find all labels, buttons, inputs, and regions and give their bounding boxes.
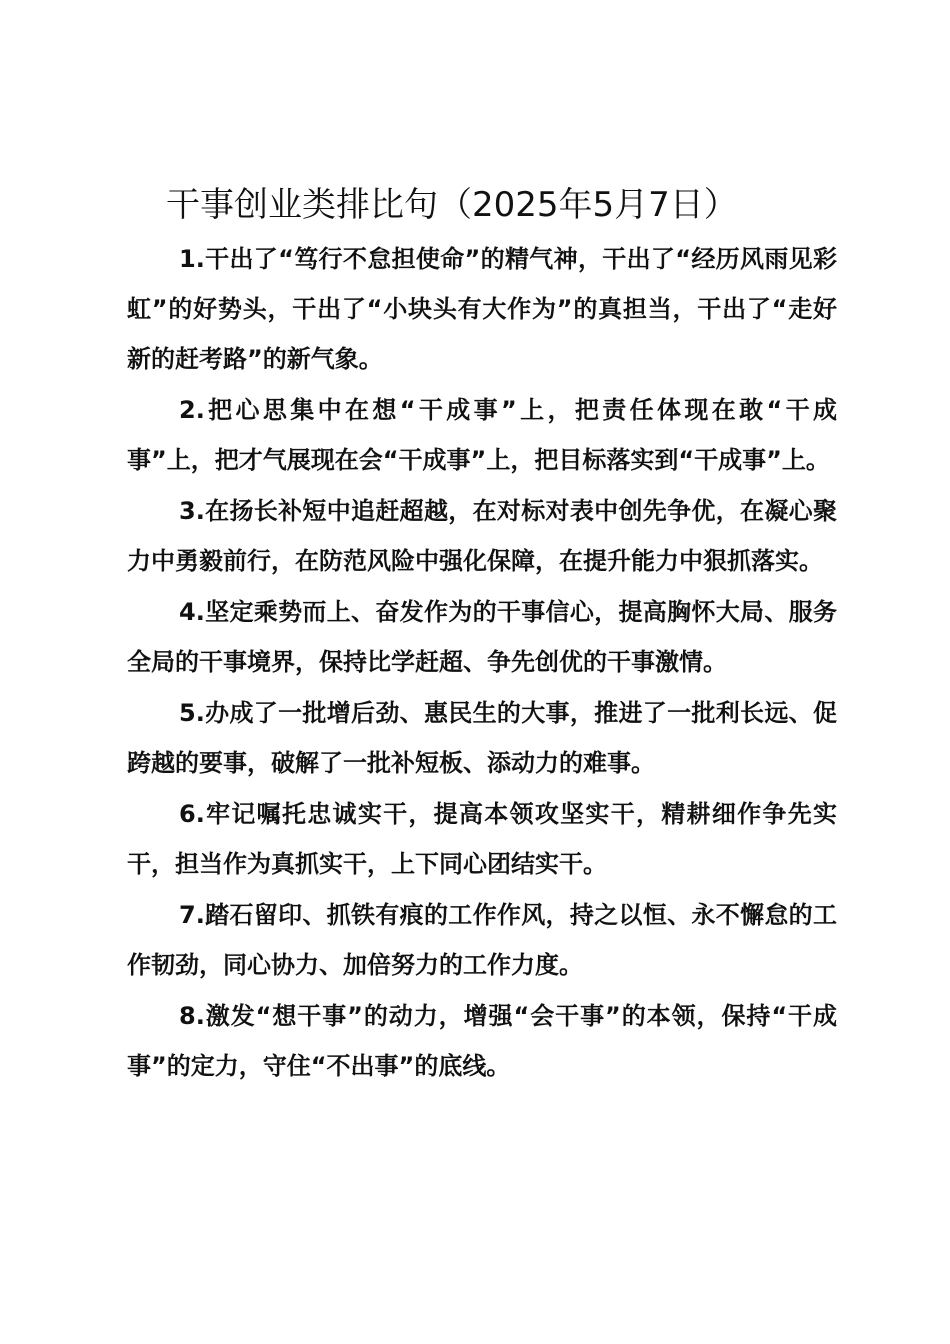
document-title: 干事创业类排比句（2025年5月7日） [166,185,738,225]
paragraph-2: 2.把心思集中在想“干成事”上，把责任体现在敢“干成事”上，把才气展现在会“干成事”上，把目标落实到“干成事”上。 [127,396,837,474]
paragraph-5: 5.办成了一批增后劲、惠民生的大事，推进了一批利长远、促跨越的要事，破解了一批补短板、添动力的难事。 [127,699,837,777]
paragraph-6: 6.牢记嘱托忠诚实干，提高本领攻坚实干，精耕细作争先实干，担当作为真抓实干，上下同心团结实干。 [127,800,837,878]
paragraph-7: 7.踏石留印、抓铁有痕的工作作风，持之以恒、永不懈怠的工作韧劲，同心协力、加倍努力的工作力度。 [127,901,837,979]
document-body [127,234,837,1092]
paragraph-3: 3.在扬长补短中追赶超越，在对标对表中创先争优，在凝心聚力中勇毅前行，在防范风险中强化保障，在提升能力中狠抓落实。 [127,497,837,575]
paragraph-4: 4.坚定乘势而上、奋发作为的干事信心，提高胸怀大局、服务全局的干事境界，保持比学赶超、争先创优的干事激情。 [127,598,837,676]
paragraph-1: 1.干出了“笃行不怠担使命”的精气神，干出了“经历风雨见彩虹”的好势头，干出了“小块头有大作为”的真担当，干出了“走好新的赶考路”的新气象。 [127,245,837,373]
paragraph-8: 8.激发“想干事”的动力，增强“会干事”的本领，保持“干成事”的定力，守住“不出事”的底线。 [127,1002,837,1080]
